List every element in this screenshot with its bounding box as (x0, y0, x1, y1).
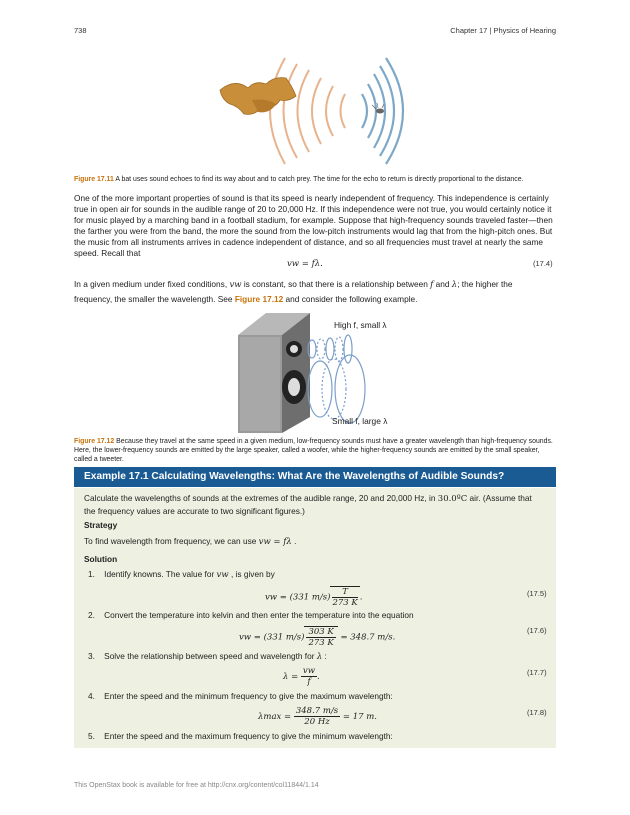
equation-17-4-number: (17.4) (533, 259, 553, 268)
equation-17-8: λmax = $\frac{348.7 m/s}{20 Hz}$ = 17 m. (258, 706, 377, 727)
label-small-frequency: Small f, large λ (332, 416, 388, 426)
step-4: 4. Enter the speed and the minimum frequency to give the maximum wavelength: (88, 691, 393, 701)
step-5: 5. Enter the speed and the maximum frequency to give the minimum wavelength: (88, 731, 393, 741)
bat-echo-figure (200, 50, 430, 172)
equation-17-5-number: (17.5) (527, 589, 547, 598)
body-paragraph-2: In a given medium under fixed conditions, vw is constant, so that there is a relationship between f and λ; the higher the frequency, the smaller the wavelength. See Figure 17.12 and consider the following example. (74, 279, 513, 304)
figure-17-11-caption: Figure 17.11 A bat uses sound echoes to find its way about and to catch prey. The time for the echo to return is directly proportional to the distance. (74, 176, 524, 183)
bat-illustration (220, 78, 296, 115)
step-3: 3. Solve the relationship between speed and wavelength for λ : (88, 651, 327, 662)
equation-17-7-number: (17.7) (527, 668, 547, 677)
page-number: 738 (74, 26, 87, 35)
equation-17-4: vw = fλ. (287, 259, 323, 269)
equation-17-6: vw = (331 m/s) $\frac{303 K}{273 K}$ = 348.7 m/s. (239, 627, 396, 648)
figure-17-12-link[interactable]: Figure 17.12 (234, 294, 284, 304)
step-1: 1. Identify knowns. The value for vw , is given by (88, 569, 275, 580)
solution-heading: Solution (84, 554, 118, 564)
equation-17-7: λ = $\frac{vw}{f}$ . (283, 666, 320, 687)
woofer-speaker (282, 370, 306, 404)
step-2: 2. Convert the temperature into kelvin and then enter the temperature into the equation (88, 610, 414, 620)
label-high-frequency: High f, small λ (334, 320, 387, 330)
insect-illustration (372, 103, 384, 114)
chapter-title: Chapter 17 | Physics of Hearing (450, 26, 556, 35)
strategy-text: To find wavelength from frequency, we can use vw = fλ . (84, 536, 297, 547)
example-intro: Calculate the wavelengths of sounds at the extremes of the audible range, 20 and 20,000 Hz, in 30.0ºC air. (Assume that the frequency values are accurate to two significant figures.) (84, 493, 532, 516)
equation-17-8-number: (17.8) (527, 708, 547, 717)
example-title: Example 17.1 Calculating Wavelengths: What Are the Wavelengths of Audible Sounds? (74, 467, 556, 487)
equation-17-6-number: (17.6) (527, 626, 547, 635)
tweeter-speaker (286, 341, 302, 357)
footer-note: This OpenStax book is available for free at http://cnx.org/content/col11844/1.14 (74, 782, 319, 789)
equation-17-5: vw = (331 m/s) $\frac{T}{273 K}$ . (265, 587, 363, 608)
figure-17-12-caption: Figure 17.12 Because they travel at the same speed in a given medium, low-frequency sounds must have a greater wavelength than high-frequency sounds. Here, the lower-frequency sounds are emitted by the large speaker, called a woofer, while the higher-frequency sounds are emitted by the small speaker, called a tweeter. (74, 438, 553, 463)
body-paragraph-1: One of the more important properties of sound is that its speed is nearly independent of frequency. This independence is certainly true in open air for sounds in the audible range of 20 to 20,000 Hz. If this independence were not true, you would certainly notice it for music played by a marching band in a football stadium, for example. Suppose that high-frequency sounds traveled faster—then the farther you were from the band, the more the sound from the low-pitch instruments would lag that from the high-pitch ones. But the music from all instruments arrives in cadence independent of distance, and so all frequencies must travel at nearly the same speed. Recall that (74, 193, 553, 258)
strategy-heading: Strategy (84, 520, 118, 530)
